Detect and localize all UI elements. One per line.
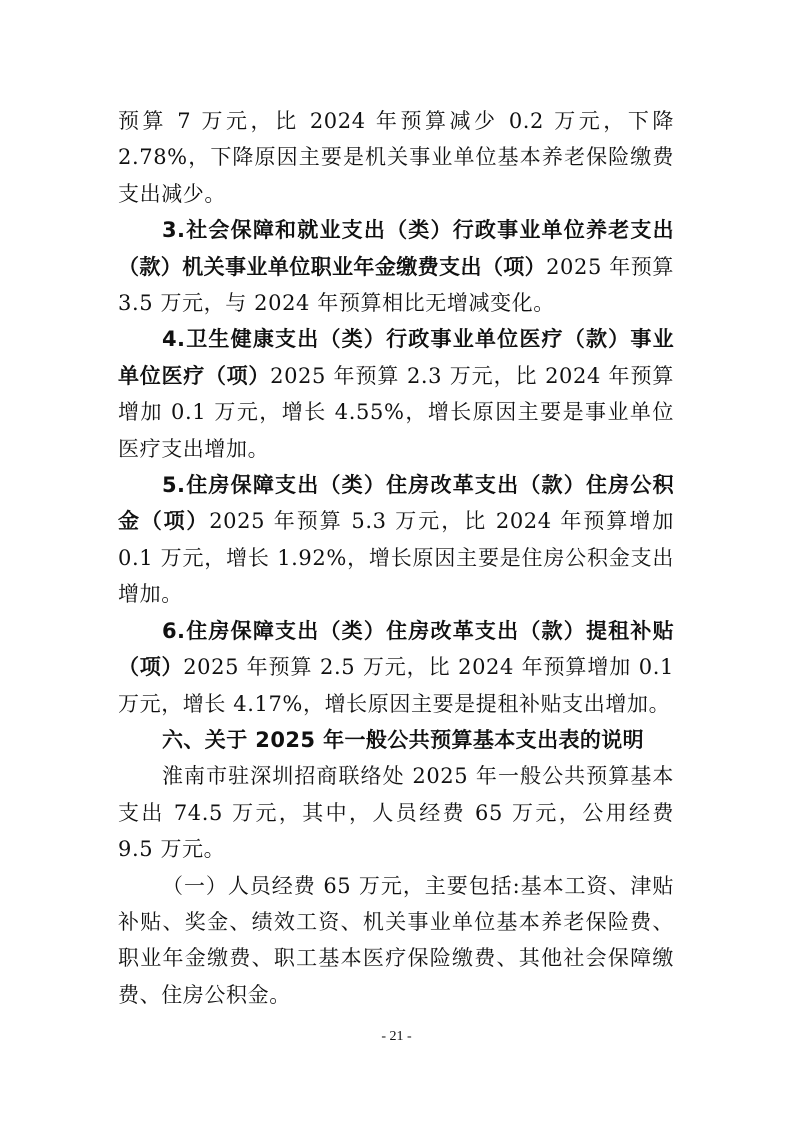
paragraph-medical	[118, 321, 674, 467]
paragraph-bold-heading: 5.住房保障支出（类）住房改革支出（款）住房公积金（项）	[118, 473, 674, 534]
paragraph-basic-expenditure	[118, 758, 674, 867]
section-heading	[118, 722, 674, 758]
paragraph-pension-continued	[118, 103, 674, 212]
paragraph-bold-heading: 6.住房保障支出（类）住房改革支出（款）提租补贴（项）	[118, 618, 674, 680]
paragraph-text: 预算 7 万元，比 2024 年预算减少 0.2 万元，下降 2.78%，下降原因主要是机关事业单位基本养老保险缴费支出减少。	[118, 109, 674, 206]
paragraph-text: 2025 年预算 2.5 万元，比 2024 年预算增加 0.1 万元，增长 4.17%，增长原因主要是提租补贴支出增加。	[118, 655, 674, 716]
paragraph-text: 2025 年预算 5.3 万元，比 2024 年预算增加 0.1 万元，增长 1.92%，增长原因主要是住房公积金支出增加。	[118, 509, 674, 607]
paragraph-rent-subsidy	[118, 613, 674, 722]
document-body	[118, 103, 674, 1013]
paragraph-personnel-costs	[118, 868, 674, 1014]
paragraph-housing-fund	[118, 467, 674, 613]
paragraph-text: 2025 年预算 2.3 万元，比 2024 年预算增加 0.1 万元，增长 4.55%，增长原因主要是事业单位医疗支出增加。	[118, 363, 674, 461]
paragraph-text: 2025 年预算 3.5 万元，与 2024 年预算相比无增减变化。	[118, 254, 675, 316]
paragraph-bold-heading: 3.社会保障和就业支出（类）行政事业单位养老支出（款）机关事业单位职业年金缴费支出（项）	[118, 218, 674, 279]
paragraph-occupational-annuity	[118, 212, 674, 321]
paragraph-text: 淮南市驻深圳招商联络处 2025 年一般公共预算基本支出 74.5 万元，其中，人员经费 65 万元，公用经费 9.5 万元。	[118, 764, 674, 862]
page-number: - 21 -	[381, 1029, 412, 1044]
section-heading-text: 六、关于 2025 年一般公共预算基本支出表的说明	[162, 727, 645, 752]
paragraph-bold-heading: 4.卫生健康支出（类）行政事业单位医疗（款）事业单位医疗（项）	[118, 327, 674, 388]
paragraph-text: （一）人员经费 65 万元，主要包括:基本工资、津贴补贴、奖金、绩效工资、机关事业单位基本养老保险费、职业年金缴费、职工基本医疗保险缴费、其他社会保障缴费、住房公积金。	[118, 873, 674, 1007]
